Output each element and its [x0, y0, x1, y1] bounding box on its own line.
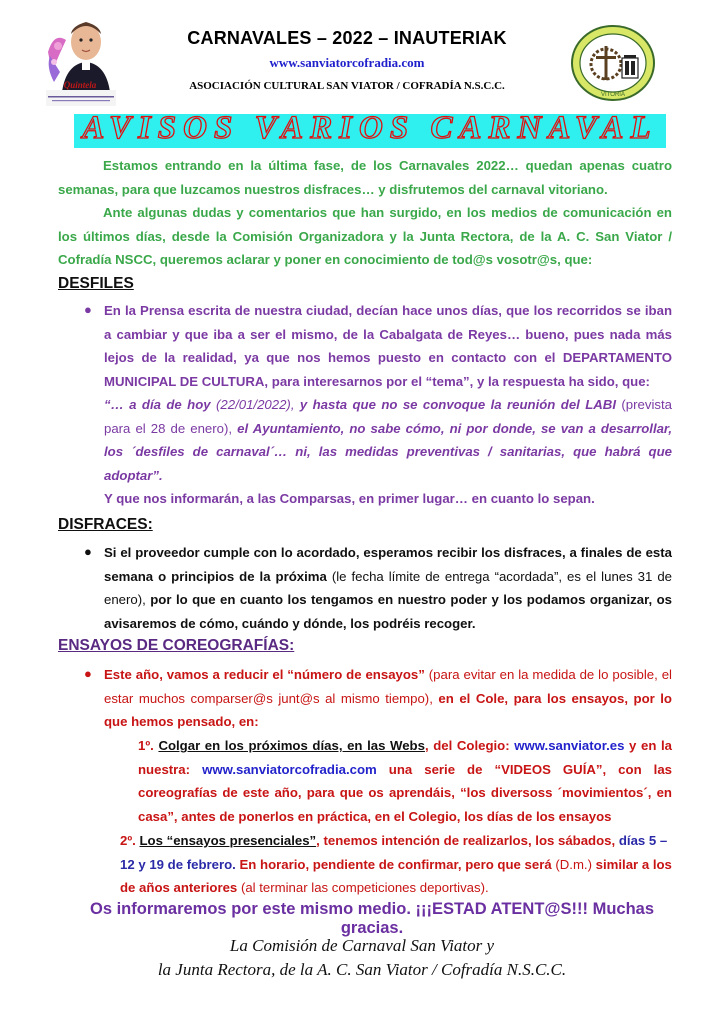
ensayos-intro-a: Este año, vamos a reducir el “número de ensayos” [104, 667, 425, 682]
disfraces-text [104, 541, 672, 635]
logo-left-text: Quintela [63, 80, 97, 90]
item2-text-f: similar a los de años anteriores [120, 856, 672, 896]
item1-text-a: Colgar en los próximos días, en las Webs [158, 738, 425, 753]
disfraces-part-1: Si el proveedor cumple con lo acordado, esperamos recibir los disfraces, a finales de esta semana o principios de la próxima [104, 545, 672, 584]
ensayos-intro-b: (para evitar en la medida de lo posible, el estar muchos comparser@s junt@s al mismo tiempo), [104, 667, 672, 706]
item1-text-b: , del Colegio: [424, 738, 510, 753]
disfraces-part-2: (le fecha límite de entrega “acordada”, es el lunes 31 de enero), [104, 568, 673, 608]
item2-number: 2º. [120, 833, 136, 848]
portrait-logo-icon [44, 12, 118, 108]
item2-text-a: Los “ensayos presenciales” [139, 833, 317, 848]
header-url-link[interactable]: www.sanviatorcofradia.com [269, 55, 425, 70]
svg-text:VITORIA: VITORIA [601, 92, 625, 98]
desfiles-quote [104, 393, 672, 487]
disfraces-heading: DISFRACES: [58, 516, 153, 533]
item2-text-b: , tenemos intención de realizarlos, los sábados, [316, 833, 616, 848]
ensayos-heading: ENSAYOS DE COREOGRAFÍAS: [58, 637, 295, 654]
item2-text-e: (D.m.) [555, 856, 592, 872]
ensayos-item-2 [120, 829, 672, 900]
sanviatorcofradia-link[interactable]: www.sanviatorcofradia.com [202, 761, 377, 777]
item2-text-g: (al terminar las competiciones deportivas). [240, 880, 489, 896]
bullet-icon: ● [84, 666, 92, 681]
ensayos-item-1 [138, 734, 672, 828]
item1-text-c: y en la nuestra: [138, 738, 672, 777]
desfiles-bullet-text: En la Prensa escrita de nuestra ciudad, decían hace unos días, que los recorridos se iban a cambiar y que iba a ser el mismo, de la Cabalgata de Reyes… bueno, pues nada más lejos de la realidad, ya que nos hemos puesto en contacto con el DEPARTAMENTO MUNICIPAL DE CULTURA, para interesarnos por el “tema”, y la respuesta ha sido, que: [104, 303, 672, 389]
banner-title: AVISOS VARIOS CARNAVAL [82, 110, 658, 146]
bullet-icon: ● [84, 302, 92, 317]
ensayos-intro [104, 663, 672, 734]
item1-number: 1º. [138, 738, 154, 753]
quote-part-5: el Ayuntamiento, no sabe cómo, ni por donde, se van a desarrollar, los ´desfiles de carnaval´… ni, las medidas preventivas / sanitarias, que habrá que adoptar”. [104, 420, 673, 483]
item2-dates: días 5 – 12 y 19 de febrero. [120, 833, 668, 872]
item2-text-d: En horario, pendiente de confirmar, pero que será [239, 856, 552, 872]
quote-part-1: “… a día de hoy [104, 397, 211, 412]
desfiles-closing: Y que nos informarán, a las Comparsas, en primer lugar… en cuanto lo sepan. [104, 491, 595, 506]
disfraces-part-3: por lo que en cuanto los tengamos en nuestro poder y los podamos organizar, os avisaremos de cómo, cuándo y dónde, los podréis recoger. [104, 592, 672, 631]
intro-paragraph-2: Ante algunas dudas y comentarios que han surgido, en los medios de comunicación en los últimos días, desde la Comisión Organizadora y la Junta Rectora, de la A. C. San Viator / Cofradía NSCC, queremos aclarar y poner en conocimiento de tod@s vosotr@s, que: [58, 205, 672, 268]
sanviator-link[interactable]: www.sanviator.es [514, 738, 625, 753]
closing-message: Os informaremos por este mismo medio. ¡¡¡ESTAD ATENT@S!!! Muchas gracias. [89, 900, 655, 937]
signature-line-1: La Comisión de Carnaval San Viator y [229, 936, 495, 955]
ensayos-intro-c: en el Cole, para los ensayos, por lo que hemos pensado, en: [104, 690, 672, 730]
quote-part-2: (22/01/2022), [216, 397, 295, 412]
item1-text-d: una serie de “VIDEOS GUÍA”, con las coreografías de este año, para que os aprendáis, “los diversoss ´movimientos´, en casa”, antes de ponerlos en práctica, en el Colegio, los días de los ensayos [138, 761, 672, 824]
cofradia-seal-icon [570, 24, 656, 102]
intro-paragraph-1: Estamos entrando en la última fase, de los Carnavales 2022… quedan apenas cuatro semanas, para que luzcamos nuestros disfraces… y disfrutemos del carnaval vitoriano. [58, 158, 672, 197]
quote-part-3: y hasta que no se convoque la reunión del LABI [299, 397, 616, 412]
header-association: ASOCIACIÓN CULTURAL SAN VIATOR / COFRADÍA N.S.C.C. [189, 80, 505, 92]
signature-line-2: la Junta Rectora, de la A. C. San Viator / Cofradía N.S.C.C. [157, 960, 567, 979]
header-title: CARNAVALES – 2022 – INAUTERIAK [187, 28, 507, 48]
quote-part-4: (prevista para el 28 de enero), [104, 397, 672, 436]
bullet-icon: ● [84, 544, 92, 559]
desfiles-heading: DESFILES [58, 275, 134, 292]
